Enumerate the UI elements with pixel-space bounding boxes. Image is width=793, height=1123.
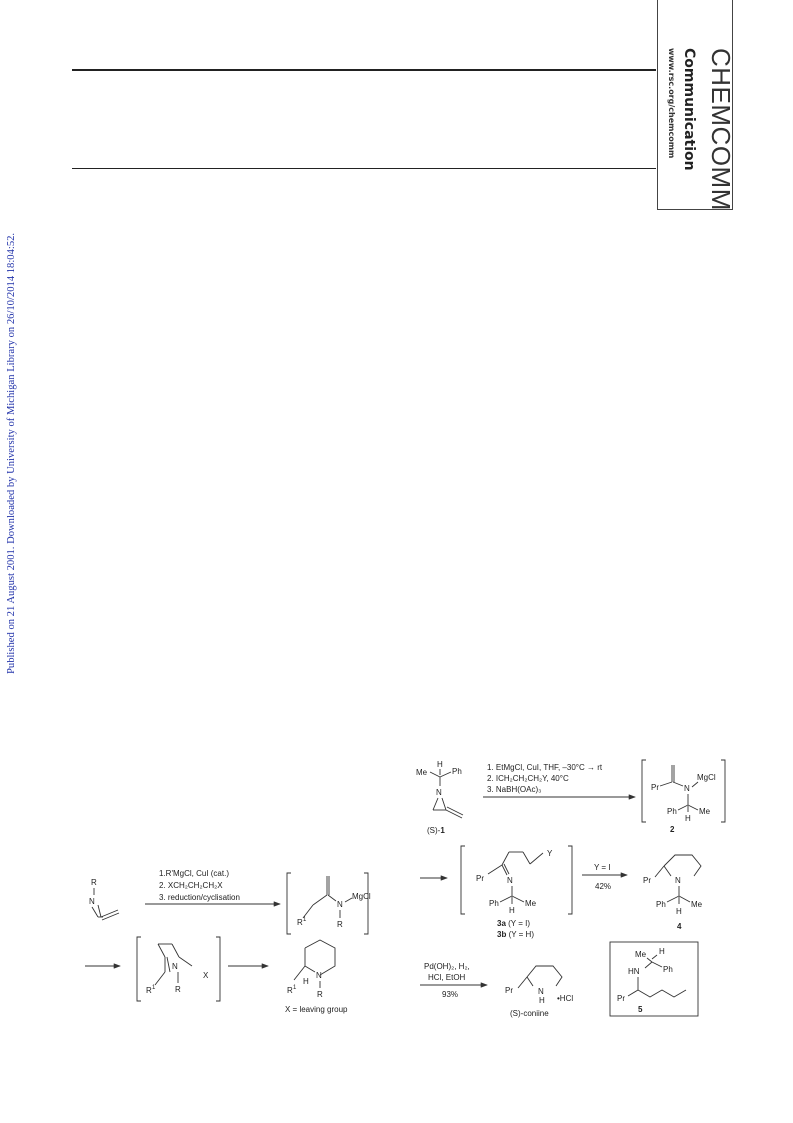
svg-text:(S)-1: (S)-1 [427,826,445,835]
svg-text:R: R [175,985,181,994]
journal-name: CHEMCOMM [706,48,736,211]
leaving-group-caption: X = leaving group [285,1005,348,1014]
coniine-structure [505,966,573,1018]
article-type: Communication [681,48,697,171]
svg-text:2. ICH₂CH₂CH₂Y, 40°C: 2. ICH₂CH₂CH₂Y, 40°C [487,774,569,783]
svg-text:Pd(OH)₂, H₂,: Pd(OH)₂, H₂, [424,962,470,971]
svg-text:R: R [146,986,152,995]
svg-text:Ph: Ph [663,965,673,974]
svg-text:HCl, EtOH: HCl, EtOH [428,973,466,982]
svg-text:Pr: Pr [476,874,484,883]
svg-text:2. XCH₂CH₂CH₂X: 2. XCH₂CH₂CH₂X [159,881,223,890]
svg-text:Me: Me [525,899,537,908]
svg-text:(S)-coniine: (S)-coniine [510,1009,549,1018]
compound-4-structure [643,855,703,931]
svg-text:H: H [676,907,682,916]
general-scheme [85,869,371,1014]
svg-text:1.R'MgCl, CuI (cat.): 1.R'MgCl, CuI (cat.) [159,869,229,878]
svg-text:3. NaBH(OAc)₃: 3. NaBH(OAc)₃ [487,785,542,794]
compound-2-structure [642,760,725,834]
svg-text:5: 5 [638,1005,643,1014]
magnesium-enamide-intermediate [287,873,371,934]
svg-text:N: N [684,784,690,793]
svg-text:Me: Me [691,900,703,909]
svg-text:H: H [539,996,545,1005]
svg-text:Pr: Pr [617,994,625,1003]
svg-text:R: R [287,986,293,995]
compound-3-structure [461,846,572,939]
svg-text:N: N [316,971,322,980]
svg-text:Ph: Ph [656,900,666,909]
svg-text:H: H [303,977,309,986]
svg-text:Pr: Pr [651,783,659,792]
svg-text:MgCl: MgCl [697,773,716,782]
svg-text:R: R [91,878,97,887]
svg-text:N: N [436,788,442,797]
svg-text:3. reduction/cyclisation: 3. reduction/cyclisation [159,893,240,902]
svg-text:H: H [437,760,443,769]
svg-text:93%: 93% [442,990,459,999]
svg-text:4: 4 [677,922,682,931]
svg-text:X: X [203,971,209,980]
svg-text:2: 2 [670,825,675,834]
compound-5-box [610,942,698,1016]
svg-text:N: N [337,900,343,909]
svg-text:1: 1 [303,917,307,923]
svg-text:H: H [659,947,665,956]
svg-text:Y = I: Y = I [594,863,611,872]
svg-text:1: 1 [293,985,297,991]
svg-text:N: N [172,962,178,971]
svg-text:N: N [538,987,544,996]
compound-1-structure [416,760,463,835]
svg-text:•HCl: •HCl [557,994,574,1003]
piperidine-product [287,940,335,999]
svg-text:Me: Me [416,768,428,777]
svg-text:Ph: Ph [667,807,677,816]
svg-text:H: H [509,906,515,915]
provenance-note[interactable]: Published on 21 August 2001. Downloaded by University of Michigan Library on 26/10/2014 18:04:52. [6,232,17,674]
svg-text:N: N [507,876,513,885]
svg-text:N: N [675,876,681,885]
journal-url[interactable]: www.rsc.org/chemcomm [667,48,676,159]
svg-text:N: N [89,897,95,906]
svg-text:R: R [317,990,323,999]
svg-text:Y: Y [547,849,553,858]
svg-text:MgCl: MgCl [352,892,371,901]
svg-text:Me: Me [635,950,647,959]
imine-intermediate [137,937,220,1001]
coniine-synthesis-scheme [416,760,725,1018]
svg-text:Pr: Pr [505,986,513,995]
svg-text:R: R [337,920,343,929]
svg-text:Ph: Ph [452,767,462,776]
svg-text:Me: Me [699,807,711,816]
svg-text:3b (Y = H): 3b (Y = H) [497,930,534,939]
svg-text:Ph: Ph [489,899,499,908]
methyleneaziridine-structure [89,878,119,920]
svg-text:1: 1 [152,985,156,991]
svg-text:42%: 42% [595,882,612,891]
svg-text:H: H [685,814,691,823]
svg-text:R: R [297,918,303,927]
svg-text:Pr: Pr [643,876,651,885]
svg-text:HN: HN [628,967,640,976]
svg-text:1. EtMgCl, CuI, THF, –30°C → r: 1. EtMgCl, CuI, THF, –30°C → rt [487,763,603,772]
svg-text:3a (Y = I): 3a (Y = I) [497,919,530,928]
